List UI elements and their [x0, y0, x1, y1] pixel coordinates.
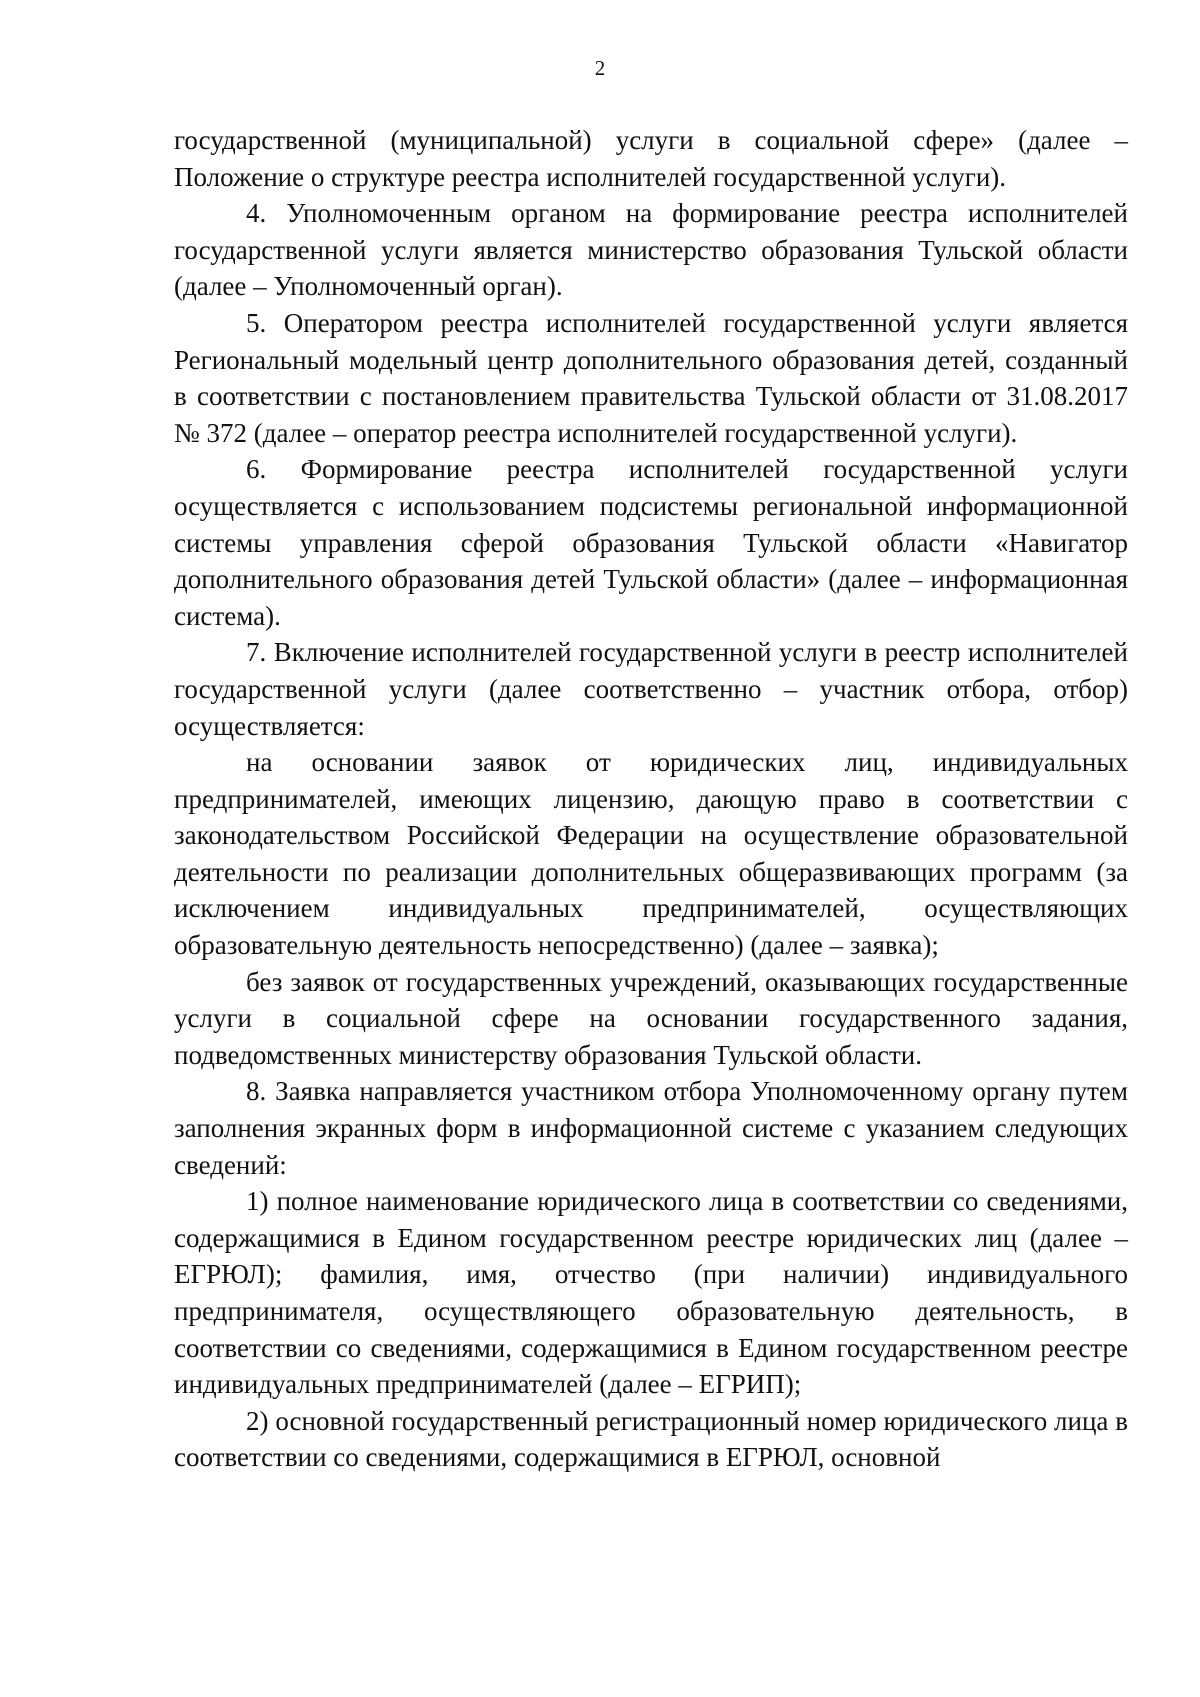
paragraph-item-7-with-applications: на основании заявок от юридических лиц, индивидуальных предпринимателей, имеющих лицензию, дающую право в соответствии с законодательством Российской Федерации на осуществление образовательной деятельности по реализации дополнительных общеразвивающих программ (за исключением индивидуальных предпринимателей, осуществляющих образовательную деятельность непосредственно) (далее – заявка); [174, 747, 1128, 961]
paragraph-continuation: государственной (муниципальной) услуги в социальной сфере» (далее – Положение о структуре реестра исполнителей государственной услуги). [174, 125, 1128, 192]
paragraph-item-7: 7. Включение исполнителей государственной услуги в реестр исполнителей государственной услуги (далее соответственно – участник отбора, отбор) осуществляется: [174, 637, 1128, 741]
paragraph-item-8-subitem-1: 1) полное наименование юридического лица в соответствии со сведениями, содержащимися в Едином государственном реестре юридических лиц (далее – ЕГРЮЛ); фамилия, имя, отчество (при наличии) индивидуального предпринимателя, осуществляющего образовательную деятельность, в соответствии со сведениями, содержащимися в Едином государственном реестре индивидуальных предпринимателей (далее – ЕГРИП); [174, 1186, 1128, 1400]
paragraph-item-6: 6. Формирование реестра исполнителей государственной услуги осуществляется с использованием подсистемы региональной информационной системы управления сферой образования Тульской области «Навигатор дополнительного образования детей Тульской области» (далее – информационная система). [174, 454, 1128, 631]
paragraph-item-5: 5. Оператором реестра исполнителей государственной услуги является Региональный модельный центр дополнительного образования детей, созданный в соответствии с постановлением правительства Тульской области от 31.08.2017 № 372 (далее – оператор реестра исполнителей государственной услуги). [174, 307, 1128, 448]
paragraph-item-8-subitem-2: 2) основной государственный регистрационный номер юридического лица в соответствии со сведениями, содержащимися в ЕГРЮЛ, основной [174, 1405, 1128, 1473]
document-body [174, 122, 1128, 1476]
page-number: 2 [594, 56, 606, 80]
paragraph-item-4: 4. Уполномоченным органом на формирование реестра исполнителей государственной услуги является министерство образования Тульской области (далее – Уполномоченный орган). [174, 198, 1128, 302]
paragraph-item-7-without-applications: без заявок от государственных учреждений, оказывающих государственные услуги в социальной сфере на основании государственного задания, подведомственных министерству образования Тульской области. [174, 966, 1128, 1070]
paragraph-item-8: 8. Заявка направляется участником отбора Уполномоченному органу путем заполнения экранных форм в информационной системе с указанием следующих сведений: [174, 1076, 1128, 1180]
